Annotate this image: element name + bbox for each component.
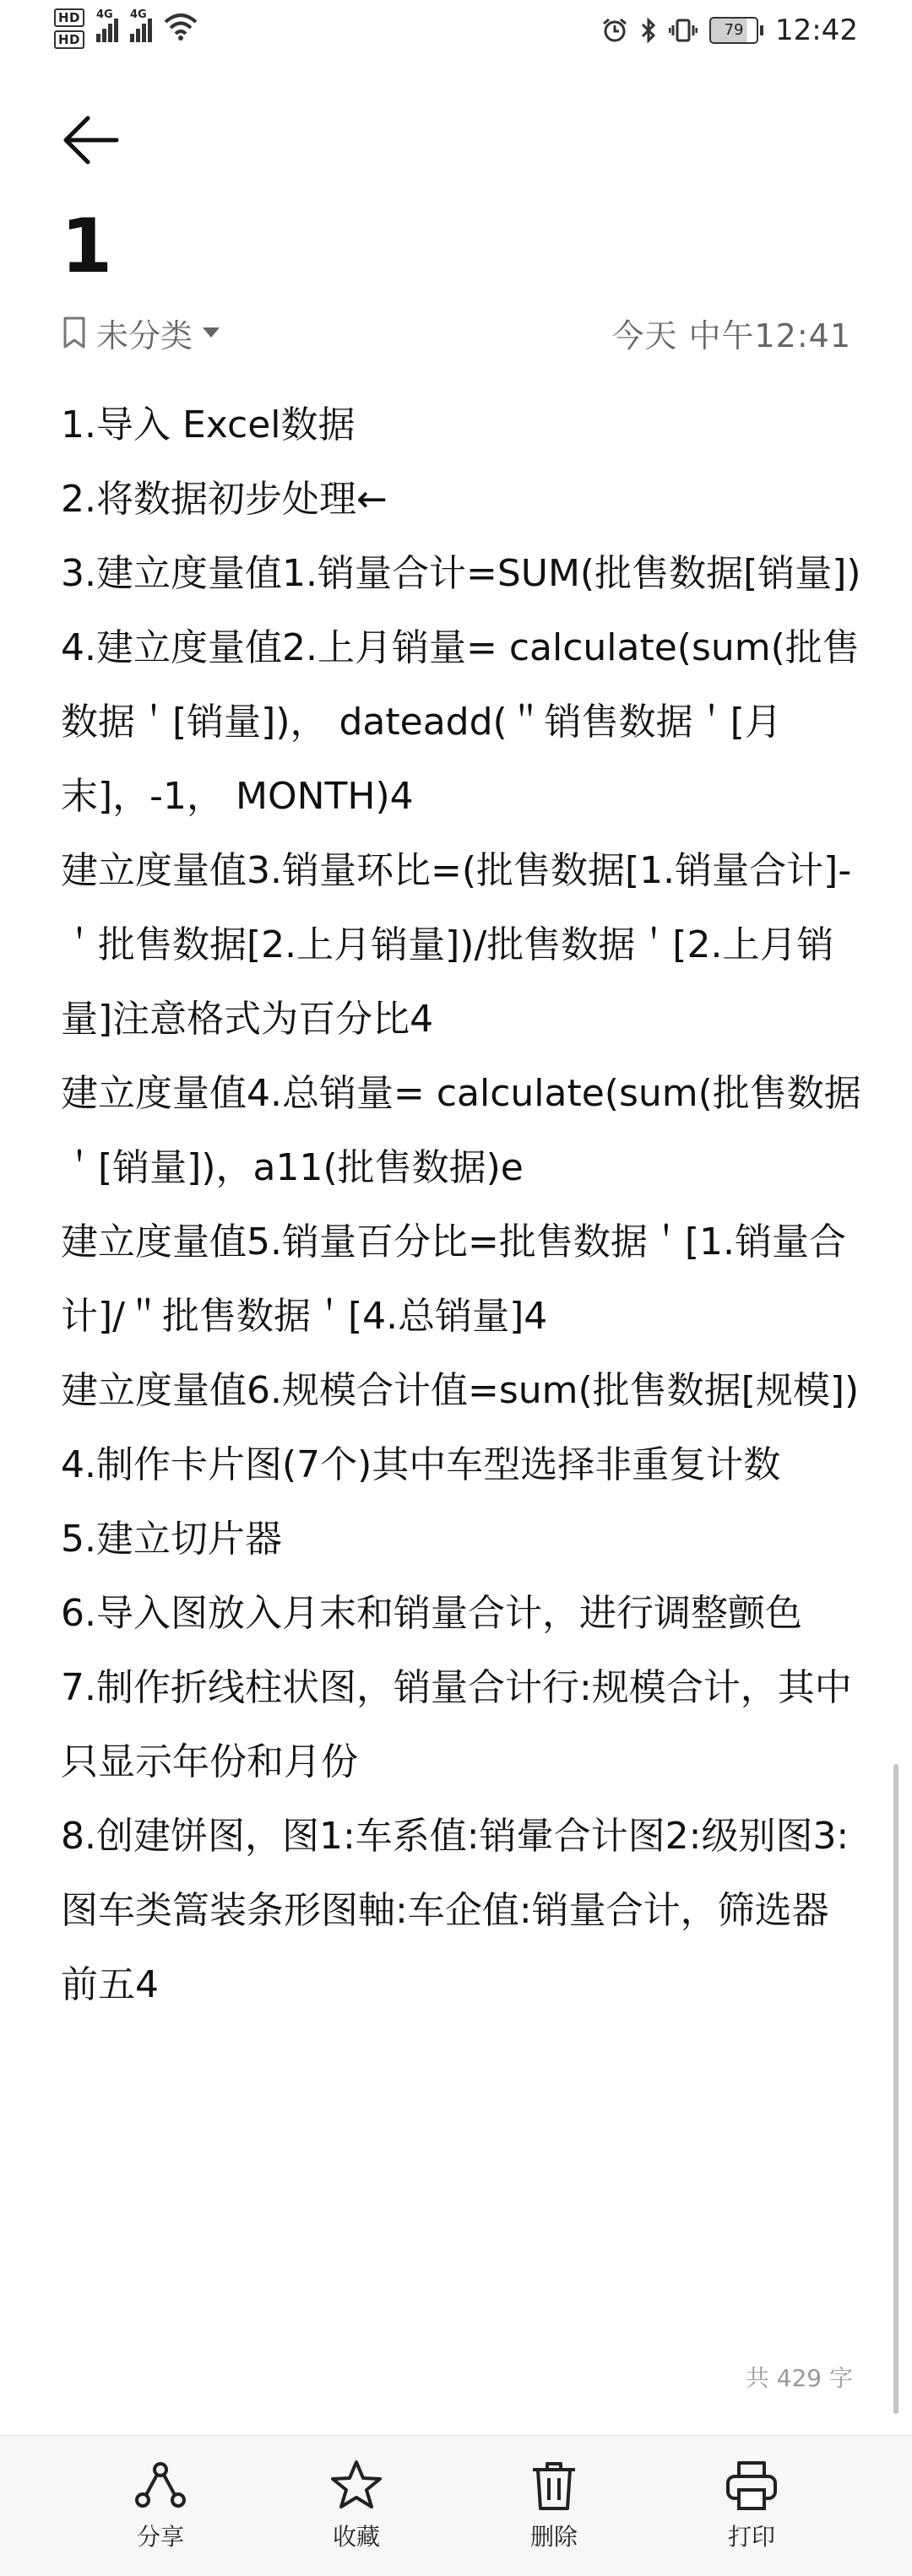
note-line: 8.创建饼图，图1:车系值:销暈合计图2:级别图3:图车类篙装条形图軸:车企值:销量合计，筛选器前五4 (61, 1815, 850, 2006)
note-timestamp: 今天 中午12:41 (611, 317, 851, 354)
note-line: 建立度量值5.销量百分比=批售数据＇[1.销量合计]/＂批售数据＇[4.总销量]4 (61, 1220, 846, 1338)
status-bar (0, 0, 912, 68)
note-title[interactable]: 1 (61, 203, 113, 290)
note-line: 建立度量值3.销量环比=(批售数据[1.销量合计]-＇批售数据[2.上月销量])/批售数据＇[2.上月销量]注意格式为百分比4 (61, 849, 852, 1041)
bookmark-icon (61, 316, 88, 349)
wifi-icon (164, 12, 198, 41)
vibrate-icon (669, 17, 698, 44)
note-line: 5.建立切片器 (61, 1518, 282, 1561)
status-bar-left (54, 8, 198, 49)
caret-down-icon (201, 326, 221, 339)
status-time: 12:42 (775, 14, 858, 47)
share-button[interactable] (93, 2458, 228, 2552)
delete-label: 删除 (529, 2523, 578, 2551)
battery-icon (709, 17, 763, 44)
print-label: 打印 (727, 2523, 775, 2551)
back-arrow-icon (61, 110, 122, 170)
hd-badge: HD (54, 8, 84, 27)
note-line: 7.制作折线柱状图，销量合计行:规模合计，其中只显示年份和月份 (61, 1666, 852, 1783)
favorite-label: 收藏 (332, 2523, 380, 2551)
bluetooth-icon (640, 17, 657, 44)
note-line: 4.制作卡片图(7个)其中车型选择非重复计数 (61, 1443, 781, 1486)
back-button[interactable] (61, 110, 122, 170)
status-bar-right (601, 14, 858, 47)
signal-icon (96, 8, 118, 42)
print-button[interactable] (684, 2458, 819, 2552)
battery-level: 79 (709, 17, 758, 44)
scrollbar[interactable] (893, 1764, 898, 2414)
bottom-toolbar (0, 2435, 912, 2576)
category-dropdown[interactable] (61, 310, 221, 356)
trash-icon (526, 2458, 582, 2514)
note-line: 建立度量值6.规模合计值=sum(批售数据[规模]) (61, 1369, 860, 1412)
note-line: 建立度量值4.总销量= calculate(sum(批售数据＇[销量])，a11(批售数据)e (61, 1072, 861, 1189)
printer-icon (724, 2458, 779, 2514)
note-line: 6.导入图放入月末和销量合计，进行调整颤色 (61, 1592, 802, 1635)
signal-icon (130, 8, 152, 42)
hd-badges (54, 8, 84, 49)
note-meta (61, 311, 851, 354)
network-label: 4G (130, 8, 147, 21)
network-label: 4G (96, 8, 113, 21)
note-line: 4.建立度量值2.上月销量= calculate(sum(批售数据＇[销量])， dateadd(＂销售数据＇[月末]，-1， MONTH)4 (61, 626, 860, 818)
share-label: 分享 (136, 2523, 184, 2551)
category-label: 未分类 (96, 317, 193, 354)
hd-badge: HD (54, 30, 84, 49)
note-body[interactable] (61, 388, 861, 2022)
favorite-button[interactable] (289, 2458, 424, 2552)
delete-button[interactable] (486, 2458, 622, 2552)
note-line: 2.将数据初步处理← (61, 478, 388, 521)
alarm-icon (601, 17, 628, 44)
char-count: 共 429 字 (745, 2364, 853, 2392)
share-icon (133, 2458, 188, 2514)
star-icon (328, 2458, 384, 2514)
note-line: 3.建立度量值1.销量合计=SUM(批售数据[销量]) (61, 552, 861, 595)
note-line: 1.导入 Excel数据 (61, 403, 356, 446)
